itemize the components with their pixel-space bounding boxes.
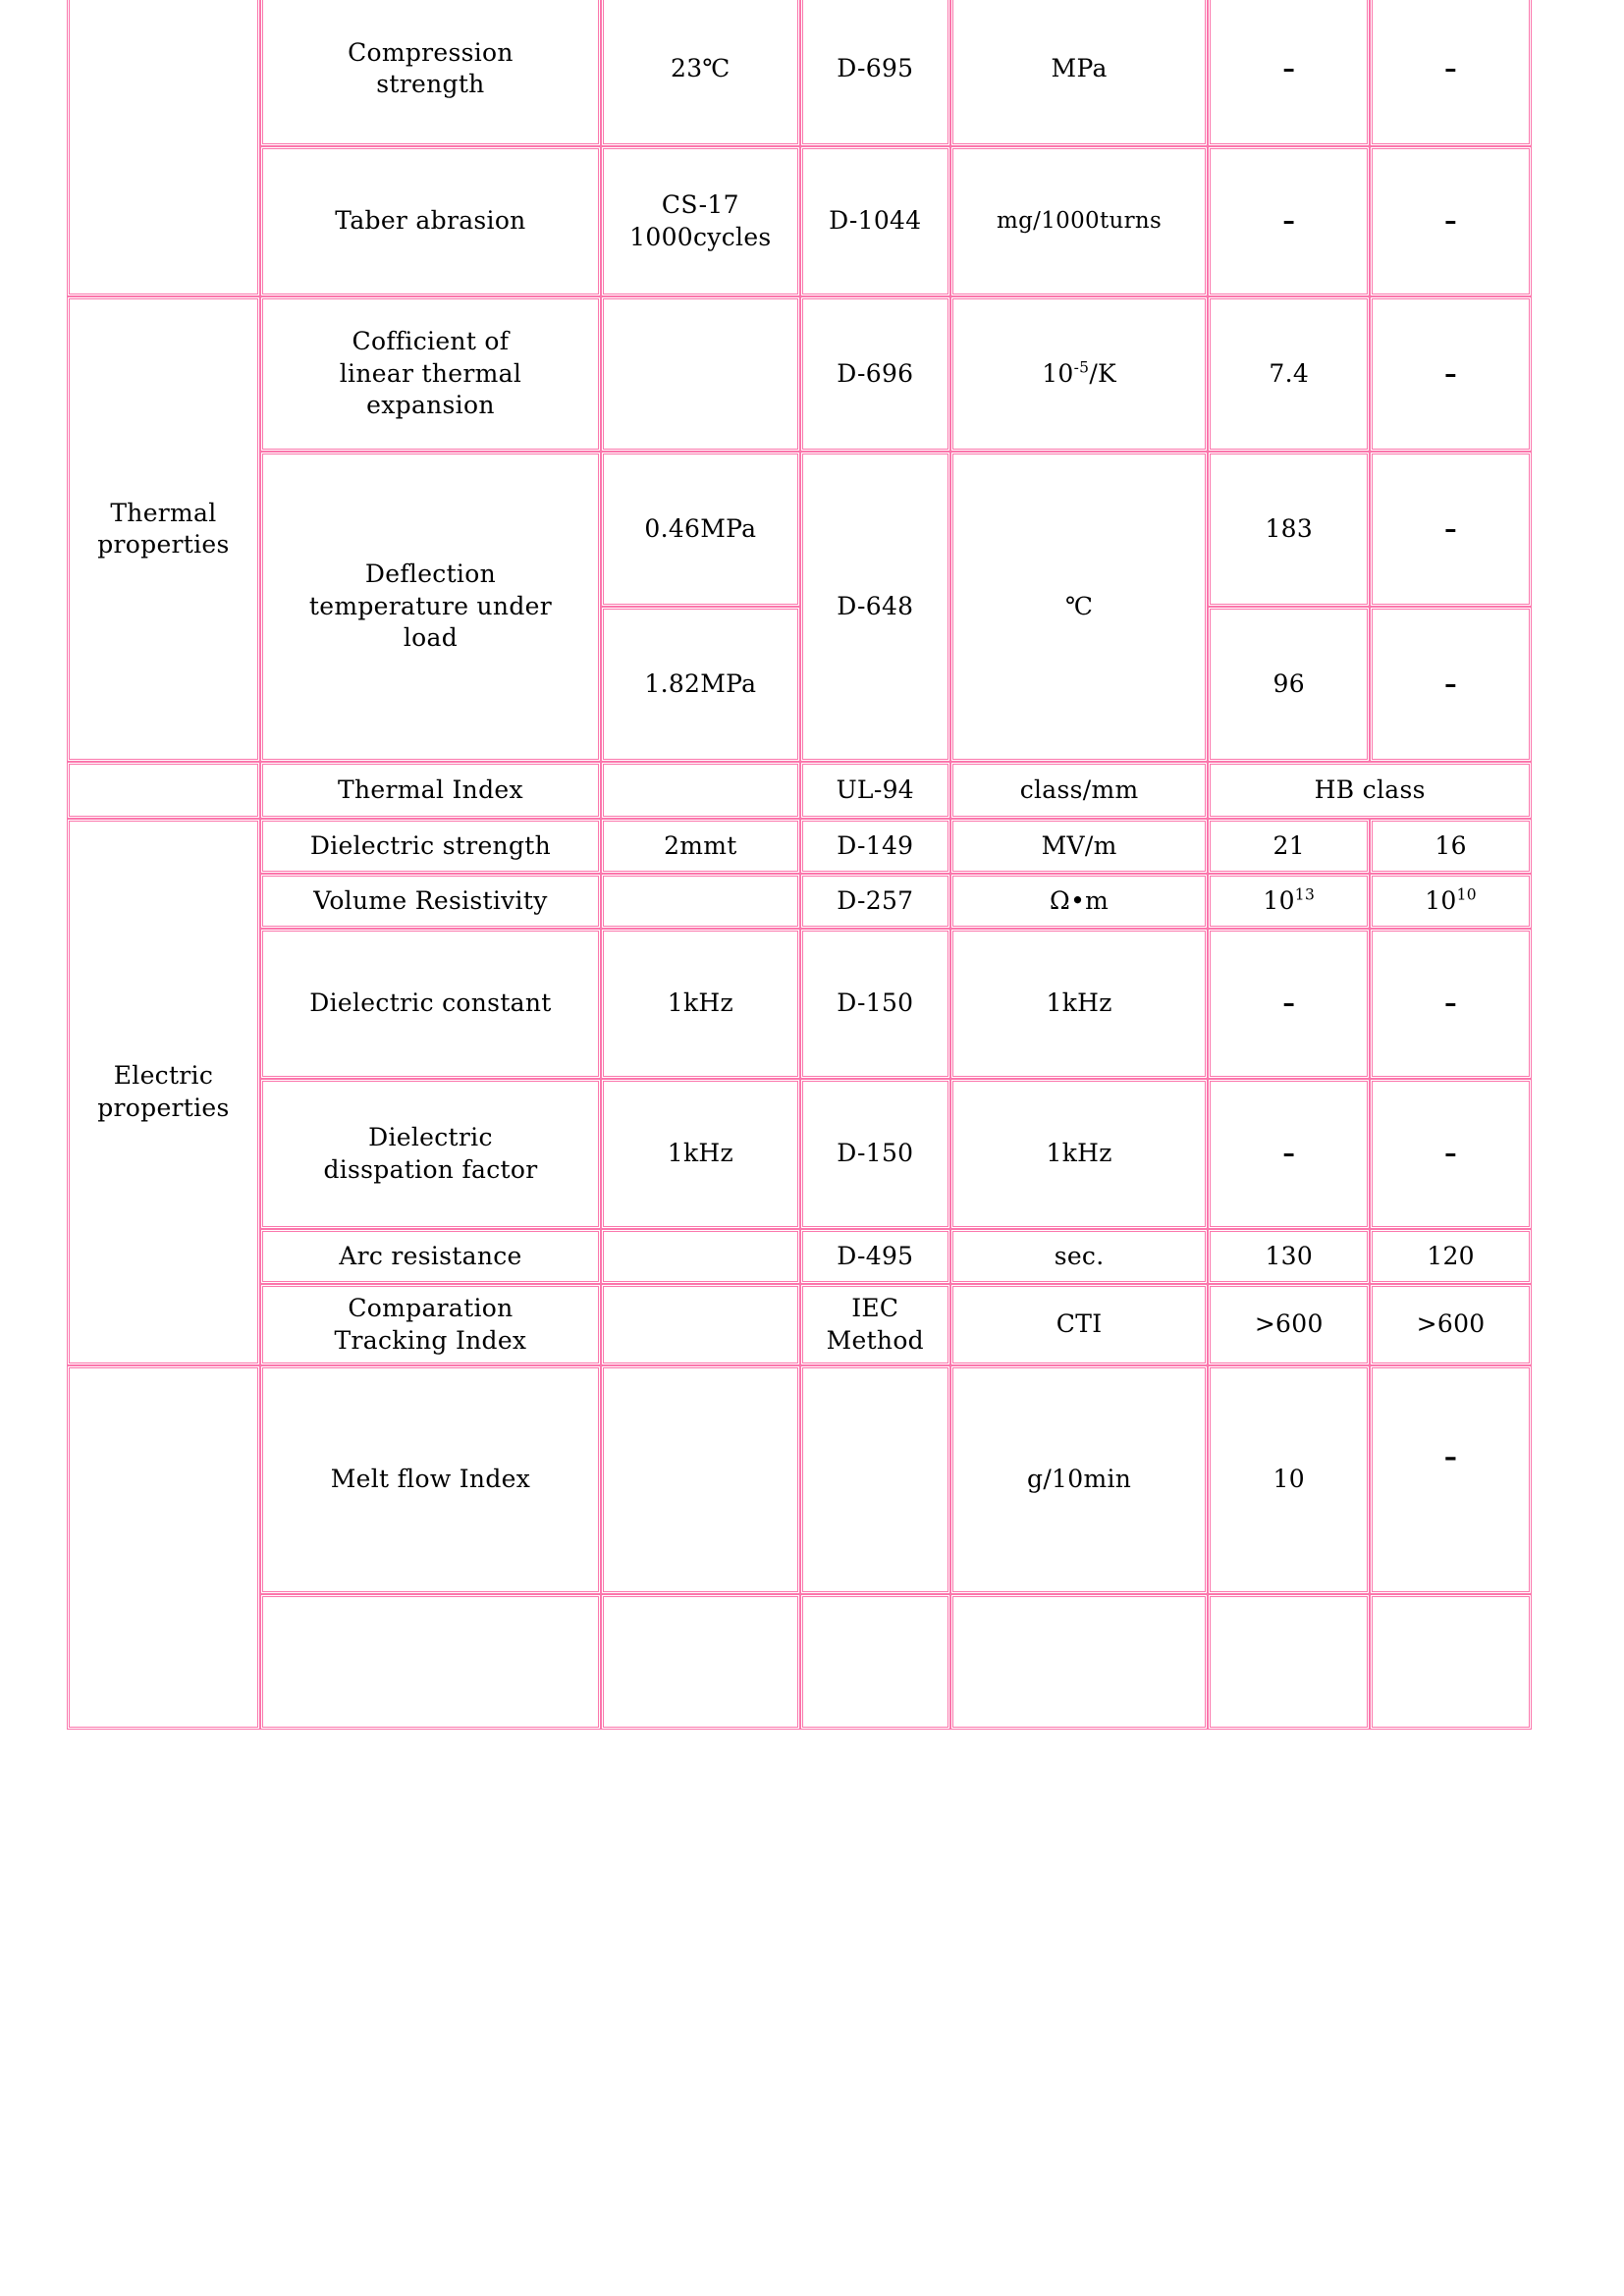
value1-deflection-046mpa: 183: [1208, 452, 1370, 607]
standard-dielectric-strength: D-149: [800, 819, 950, 874]
value2-linear-thermal-expansion: –: [1370, 296, 1532, 452]
value2-deflection-046mpa: –: [1370, 452, 1532, 607]
standard-thermal-index: UL-94: [800, 762, 950, 819]
condition-melt-flow-index: [601, 1365, 800, 1594]
group-cell-mechanical: [67, 0, 260, 296]
value2-melt-flow-index: [1370, 1365, 1532, 1594]
table-row-dielectric-strength: [67, 819, 1532, 874]
value2-base: 10: [1425, 885, 1457, 915]
item-line-1: Deflection: [364, 560, 496, 589]
item-thermal-index: Thermal Index: [260, 762, 601, 819]
condition-thermal-index: [601, 762, 800, 819]
group-cell-thermal-properties: [67, 296, 260, 762]
group-cell-electric-properties: [67, 819, 260, 1365]
value2-volume-resistivity: [1370, 874, 1532, 929]
table-row-dielectric-constant: [67, 929, 1532, 1079]
standard-deflection-temperature: D-648: [800, 452, 950, 762]
condition-arc-resistance: [601, 1229, 800, 1284]
value1-dielectric-strength: 21: [1208, 819, 1370, 874]
item-compression-strength: [260, 0, 601, 146]
value1-partial-bottom: [1208, 1594, 1370, 1730]
item-line-2: disspation factor: [323, 1154, 538, 1184]
item-volume-resistivity: Volume Resistivity: [260, 874, 601, 929]
standard-line-1: IEC: [851, 1294, 899, 1322]
value2-dielectric-strength: 16: [1370, 819, 1532, 874]
standard-arc-resistance: D-495: [800, 1229, 950, 1284]
table-row-comparation-tracking-index: [67, 1284, 1532, 1365]
table-row-dielectric-dissipation-factor: [67, 1079, 1532, 1229]
standard-compression-strength: D-695: [800, 0, 950, 146]
value2-exponent: 10: [1456, 885, 1477, 904]
value1-exponent: 13: [1294, 885, 1316, 904]
value2-comparation-tracking-index: >600: [1370, 1284, 1532, 1365]
value2-taber-abrasion: –: [1370, 146, 1532, 296]
value1-comparation-tracking-index: >600: [1208, 1284, 1370, 1365]
unit-base: 10: [1042, 358, 1074, 388]
value2-compression-strength: –: [1370, 0, 1532, 146]
value2-deflection-182mpa: –: [1370, 607, 1532, 762]
item-line-1: Compression: [348, 37, 514, 67]
unit-arc-resistance: sec.: [950, 1229, 1209, 1284]
item-dielectric-strength: Dielectric strength: [260, 819, 601, 874]
value1-melt-flow-index: 10: [1208, 1365, 1370, 1594]
unit-comparation-tracking-index: CTI: [950, 1284, 1209, 1365]
group-cell-empty-melt-flow: [67, 1365, 260, 1730]
unit-suffix: /K: [1089, 358, 1117, 388]
item-line-3: expansion: [366, 391, 495, 420]
item-line-2: linear thermal: [339, 358, 522, 388]
value1-dielectric-constant: –: [1208, 929, 1370, 1079]
item-melt-flow-index: Melt flow Index: [260, 1365, 601, 1594]
item-line-2: strength: [376, 70, 485, 98]
value2-partial-bottom: [1370, 1594, 1532, 1730]
standard-linear-thermal-expansion: D-696: [800, 296, 950, 452]
standard-partial-bottom: [800, 1594, 950, 1730]
table-row-compression-strength: [67, 0, 1532, 146]
standard-comparation-tracking-index: [800, 1284, 950, 1365]
condition-line-2: 1000cycles: [629, 222, 772, 251]
table-row-thermal-index: [67, 762, 1532, 819]
unit-dielectric-strength: MV/m: [950, 819, 1209, 874]
item-line-1: Comparation: [348, 1294, 514, 1322]
value2-dash: –: [1443, 1442, 1458, 1472]
value-merged-thermal-index: HB class: [1208, 762, 1532, 819]
item-dielectric-dissipation-factor: [260, 1079, 601, 1229]
standard-taber-abrasion: D-1044: [800, 146, 950, 296]
table-row-deflection-temperature-046: [67, 452, 1532, 607]
condition-dielectric-strength: 2mmt: [601, 819, 800, 874]
standard-dielectric-dissipation-factor: D-150: [800, 1079, 950, 1229]
item-arc-resistance: Arc resistance: [260, 1229, 601, 1284]
value2-dielectric-dissipation-factor: –: [1370, 1079, 1532, 1229]
condition-dielectric-constant: 1kHz: [601, 929, 800, 1079]
group-label-line-2: properties: [97, 1093, 230, 1122]
condition-deflection-046mpa: 0.46MPa: [601, 452, 800, 607]
condition-deflection-182mpa: 1.82MPa: [601, 607, 800, 762]
table-row-arc-resistance: [67, 1229, 1532, 1284]
unit-partial-bottom: [950, 1594, 1209, 1730]
condition-dielectric-dissipation-factor: 1kHz: [601, 1079, 800, 1229]
value1-compression-strength: –: [1208, 0, 1370, 146]
item-linear-thermal-expansion: [260, 296, 601, 452]
unit-dielectric-constant: 1kHz: [950, 929, 1209, 1079]
item-line-3: load: [403, 623, 459, 653]
group-label-line-1: Electric: [113, 1061, 214, 1090]
item-partial-bottom: [260, 1594, 601, 1730]
condition-comparation-tracking-index: [601, 1284, 800, 1365]
value1-arc-resistance: 130: [1208, 1229, 1370, 1284]
item-line-1: Cofficient of: [352, 327, 510, 356]
unit-compression-strength: MPa: [950, 0, 1209, 146]
condition-taber-abrasion: [601, 146, 800, 296]
unit-dielectric-dissipation-factor: 1kHz: [950, 1079, 1209, 1229]
item-deflection-temperature: [260, 452, 601, 762]
condition-compression-strength: 23℃: [601, 0, 800, 146]
item-line-2: temperature under: [308, 591, 552, 620]
value1-deflection-182mpa: 96: [1208, 607, 1370, 762]
group-label-line-1: Thermal: [110, 498, 217, 527]
unit-volume-resistivity: Ω•m: [950, 874, 1209, 929]
table-row-linear-thermal-expansion: [67, 296, 1532, 452]
value2-dielectric-constant: –: [1370, 929, 1532, 1079]
item-taber-abrasion: Taber abrasion: [260, 146, 601, 296]
group-label-line-2: properties: [97, 530, 230, 559]
unit-melt-flow-index: g/10min: [950, 1365, 1209, 1594]
condition-partial-bottom: [601, 1594, 800, 1730]
item-line-2: Tracking Index: [334, 1325, 527, 1355]
value1-base: 10: [1263, 885, 1295, 915]
unit-exponent: -5: [1073, 358, 1090, 377]
standard-melt-flow-index: [800, 1365, 950, 1594]
condition-linear-thermal-expansion: [601, 296, 800, 452]
table-row-melt-flow-index: [67, 1365, 1532, 1594]
group-cell-empty-thermal-index: [67, 762, 260, 819]
standard-line-2: Method: [826, 1325, 924, 1355]
value1-dielectric-dissipation-factor: –: [1208, 1079, 1370, 1229]
unit-deflection-temperature: ℃: [950, 452, 1209, 762]
value1-volume-resistivity: [1208, 874, 1370, 929]
table-viewport: [67, 0, 1532, 2238]
table-row-partial-bottom: [67, 1594, 1532, 1730]
value1-linear-thermal-expansion: 7.4: [1208, 296, 1370, 452]
condition-line-1: CS-17: [661, 190, 739, 219]
item-comparation-tracking-index: [260, 1284, 601, 1365]
condition-volume-resistivity: [601, 874, 800, 929]
value1-taber-abrasion: –: [1208, 146, 1370, 296]
standard-dielectric-constant: D-150: [800, 929, 950, 1079]
item-line-1: Dielectric: [368, 1123, 493, 1151]
table-row-taber-abrasion: [67, 146, 1532, 296]
material-property-table: [67, 0, 1532, 1730]
table-row-volume-resistivity: [67, 874, 1532, 929]
value2-arc-resistance: 120: [1370, 1229, 1532, 1284]
unit-linear-thermal-expansion: [950, 296, 1209, 452]
standard-volume-resistivity: D-257: [800, 874, 950, 929]
unit-thermal-index: class/mm: [950, 762, 1209, 819]
item-dielectric-constant: Dielectric constant: [260, 929, 601, 1079]
unit-taber-abrasion: mg/1000turns: [950, 146, 1209, 296]
